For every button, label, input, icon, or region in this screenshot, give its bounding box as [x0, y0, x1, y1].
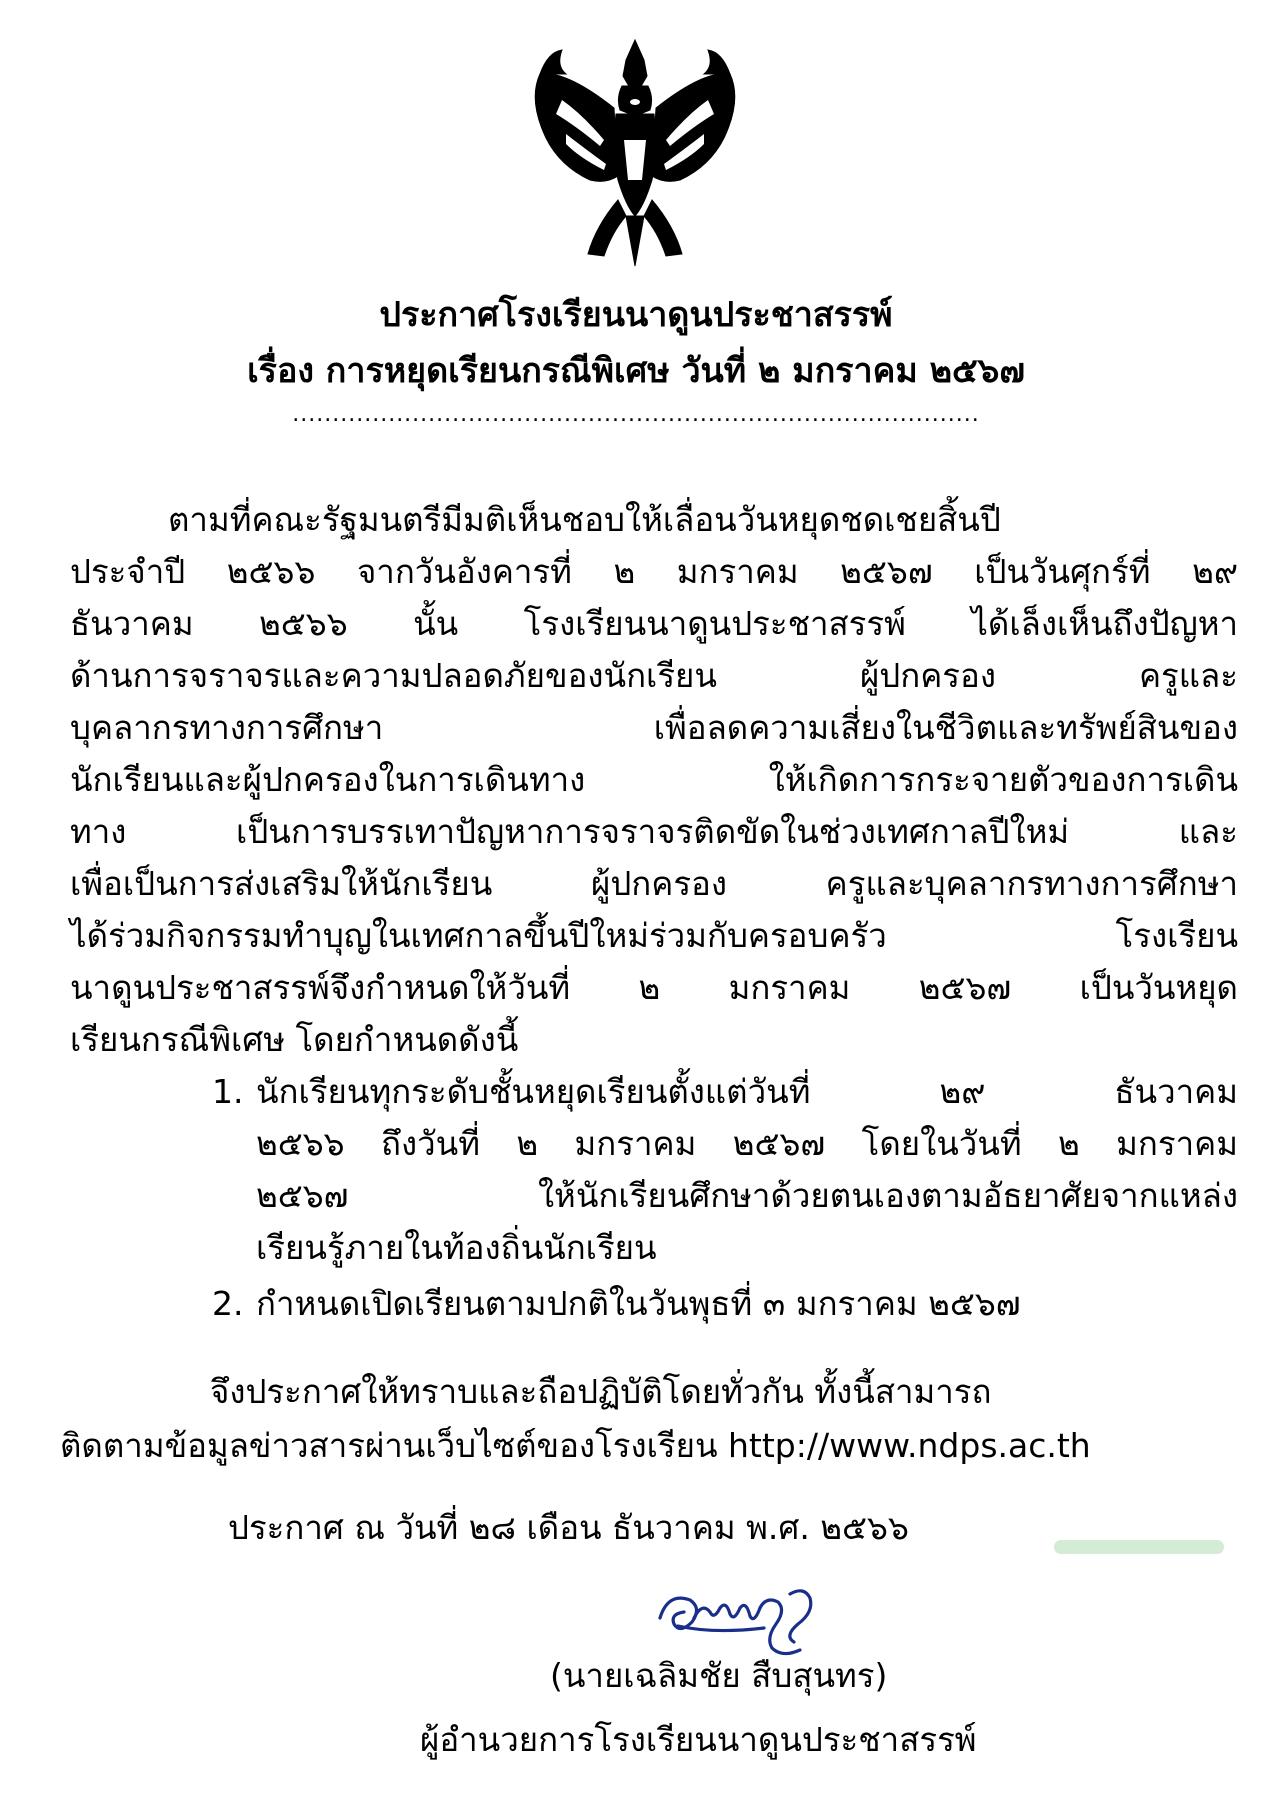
signatory-name: (นายเฉลิมชัย สืบสุนทร)	[550, 1656, 888, 1695]
list-number: 1.	[212, 1072, 244, 1111]
body-line: ธันวาคม ๒๕๖๖ นั้น โรงเรียนนาดูนประชาสรรพ์ ได้เล็งเห็นถึงปัญหา	[70, 604, 1238, 643]
body-line: ได้ร่วมกิจกรรมทำบุญในเทศกาลขึ้นปีใหม่ร่วมกับครอบครัว โรงเรียน	[70, 916, 1238, 955]
closing-line-website: ติดตามข้อมูลข่าวสารผ่านเว็บไซต์ของโรงเรียน http://www.ndps.ac.th	[60, 1426, 1091, 1465]
body-line: ทาง เป็นการบรรเทาปัญหาการจราจรติดขัดในช่วงเทศกาลปีใหม่ และ	[70, 812, 1238, 851]
separator-dots: ......................................................................................	[292, 402, 980, 427]
body-line: บุคลากรทางการศึกษา เพื่อลดความเสี่ยงในชีวิตและทรัพย์สินของ	[70, 708, 1238, 747]
body-line: ตามที่คณะรัฐมนตรีมีมติเห็นชอบให้เลื่อนวันหยุดชดเชยสิ้นปี	[168, 500, 1001, 539]
list-number: 2.	[212, 1284, 244, 1323]
body-line: ด้านการจราจรและความปลอดภัยของนักเรียน ผู้ปกครอง ครูและ	[70, 656, 1238, 695]
body-line: เพื่อเป็นการส่งเสริมให้นักเรียน ผู้ปกครอง ครูและบุคลากรทางการศึกษา	[70, 864, 1238, 903]
list-item-line: ๒๕๖๗ ให้นักเรียนศึกษาด้วยตนเองตามอัธยาศัยจากแหล่ง	[256, 1176, 1238, 1215]
body-line: เรียนกรณีพิเศษ โดยกำหนดดังนี้	[70, 1020, 519, 1059]
announcement-title: ประกาศโรงเรียนนาดูนประชาสรรพ์	[379, 295, 893, 335]
list-item-line: ๒๕๖๖ ถึงวันที่ ๒ มกราคม ๒๕๖๗ โดยในวันที่ ๒ มกราคม	[256, 1124, 1238, 1163]
announcement-date: ประกาศ ณ วันที่ ๒๘ เดือน ธันวาคม พ.ศ. ๒๕๖๖	[228, 1508, 909, 1547]
body-line: นาดูนประชาสรรพ์จึงกำหนดให้วันที่ ๒ มกราคม ๒๕๖๗ เป็นวันหยุด	[70, 968, 1238, 1007]
body-line: ประจำปี ๒๕๖๖ จากวันอังคารที่ ๒ มกราคม ๒๕๖๗ เป็นวันศุกร์ที่ ๒๙	[70, 552, 1238, 591]
list-item-line: เรียนรู้ภายในท้องถิ่นนักเรียน	[256, 1228, 657, 1267]
list-item-line: นักเรียนทุกระดับชั้นหยุดเรียนตั้งแต่วันที่ ๒๙ ธันวาคม	[256, 1072, 1238, 1111]
highlight-mark	[1054, 1540, 1224, 1554]
list-item-line: กำหนดเปิดเรียนตามปกติในวันพุธที่ ๓ มกราคม ๒๕๖๗	[256, 1284, 1021, 1323]
signatory-position: ผู้อำนวยการโรงเรียนนาดูนประชาสรรพ์	[420, 1720, 977, 1759]
closing-line: จึงประกาศให้ทราบและถือปฏิบัติโดยทั่วกัน ทั้งนี้สามารถ	[210, 1372, 992, 1411]
garuda-emblem	[526, 30, 744, 268]
body-line: นักเรียนและผู้ปกครองในการเดินทาง ให้เกิดการกระจายตัวของการเดิน	[70, 760, 1238, 799]
announcement-subject: เรื่อง การหยุดเรียนกรณีพิเศษ วันที่ ๒ มกราคม ๒๕๖๗	[247, 351, 1025, 391]
